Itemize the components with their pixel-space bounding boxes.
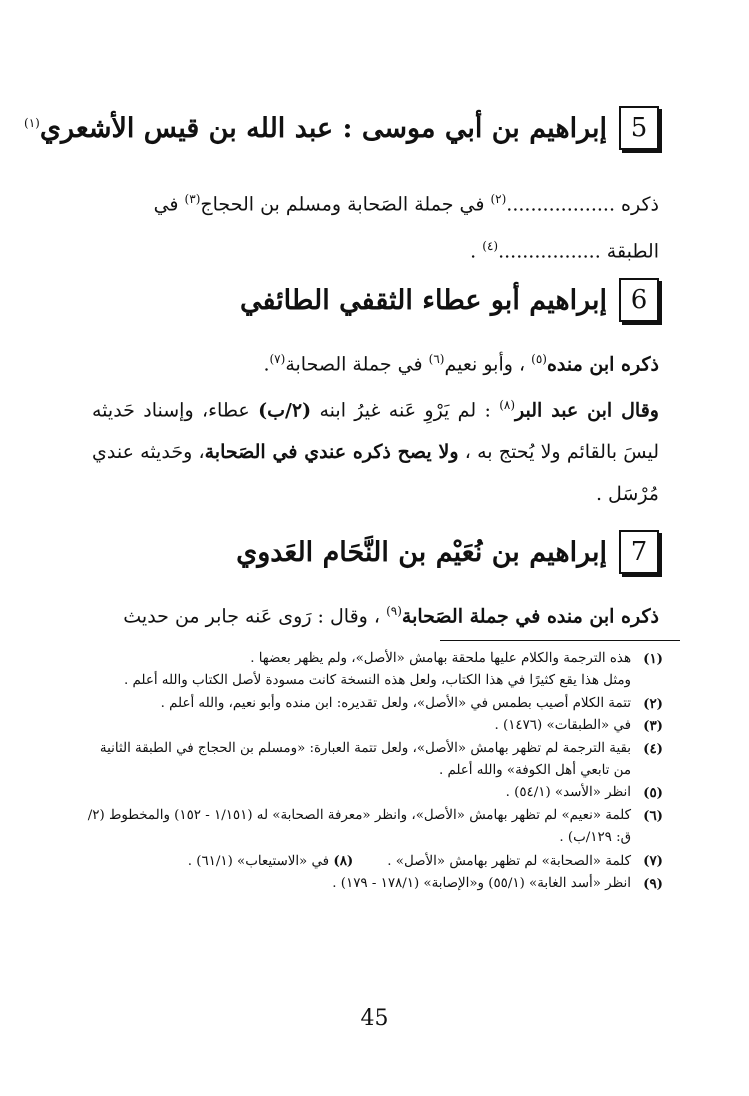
entry-7-text: [92, 590, 659, 637]
entry-number-box: 6: [619, 278, 659, 322]
text-run: عطاء، وإسناد حَديثه ليسَ بالقائم ولا يُحتج به ،: [92, 399, 659, 464]
entry-title: إبراهيم أبو عطاء الثقفي الطائفي: [240, 284, 607, 316]
text-run: ، وحَديثه عندي مُرْسَل .: [92, 441, 659, 506]
footnote-ref[interactable]: (٩): [386, 604, 402, 618]
footnote-text-part: كلمة «الصحابة» لم تظهر بهامش «الأصل» .: [387, 853, 631, 869]
footnote-text: في «الطبقات» (١٤٧٦) .: [494, 718, 631, 734]
text-run: وقال ابن عبد البر: [515, 399, 659, 422]
footnote-text: انظر «الأسد» (٥٤/١) .: [505, 785, 631, 801]
footnote-number: (٩): [643, 876, 663, 893]
footnote-number: (٦): [643, 807, 663, 824]
footnote: [86, 873, 663, 895]
footnote-ref[interactable]: (٦): [428, 352, 445, 366]
footnote: [86, 648, 663, 670]
footnote-text: بقية الترجمة لم تظهر بهامش «الأصل»، ولعل تتمة العبارة: «ومسلم بن الحجاج في الطبقة الثانية من تابعي أهل الكوفة» والله أعلم .: [99, 740, 631, 779]
entry-5-heading: [24, 106, 659, 150]
footnotes: [86, 648, 663, 895]
entry-number-box: 7: [619, 530, 659, 574]
entry-title: إبراهيم بن نُعَيْم بن النَّحَام العَدوي: [236, 536, 607, 568]
footnote-text: ومثل هذا يقع كثيرًا في هذا الكتاب، ولعل هذه النسخة كانت مسودة لأصل الكتاب والله أعلم .: [123, 673, 631, 689]
footnote-number: (٤): [643, 740, 663, 757]
footnote-ref[interactable]: (٣): [184, 192, 201, 206]
footnote-divider: [440, 640, 680, 641]
text-run: .: [263, 353, 270, 376]
footnote-ref[interactable]: (٤): [482, 239, 499, 254]
entry-number-box: 5: [619, 106, 659, 150]
text-run: .: [470, 240, 477, 263]
footnote: [86, 782, 663, 804]
footnote-ref[interactable]: (٥): [531, 352, 547, 366]
text-run: ذكره ابن منده: [546, 353, 659, 376]
footnote: [86, 693, 663, 715]
footnote-text: [86, 850, 631, 873]
footnote-text: انظر «أسد الغابة» (٥٥/١) و«الإصابة» (١٧٨/١ - ١٧٩) .: [332, 876, 631, 892]
entry-5-text: [92, 178, 659, 273]
footnote-number: (٨): [333, 852, 354, 869]
entry-6-quote: [92, 384, 659, 515]
footnote-text: تتمة الكلام أصيب بطمس في «الأصل»، ولعل تقديره: ابن منده وأبو نعيم، والله أعلم .: [160, 695, 631, 711]
footnote-text: هذه الترجمة والكلام عليها ملحقة بهامش «الأصل»، ولم يظهر بعضها .: [250, 651, 631, 666]
text-run: في: [153, 193, 179, 216]
entry-6-text: [92, 338, 659, 385]
footnote-number: [631, 670, 663, 692]
text-run: ذكره ابن منده في جملة الصَحابة: [401, 605, 659, 628]
text-run: في جملة الصحابة: [285, 353, 423, 376]
footnote-ref[interactable]: (٨): [499, 398, 516, 412]
footnote: [86, 850, 663, 873]
text-run: ولا يصح ذكره عندي في الصَحابة: [204, 441, 459, 464]
footnote-ref[interactable]: (٢): [490, 192, 507, 206]
text-run: (٢/ب): [258, 399, 312, 422]
text-run: في جملة الصَحابة ومسلم بن الحجاج: [200, 193, 485, 216]
text-run: ذكره ..................: [506, 193, 659, 216]
footnote-text-part: في «الاستيعاب» (٦١/١) .: [187, 853, 330, 869]
footnote: [86, 670, 663, 692]
footnote-number: (٢): [643, 695, 663, 712]
entry-title: إبراهيم بن أبي موسى : عبد الله بن قيس الأشعري$^{(١)}$: [24, 112, 607, 144]
text-run: ، وأبو نعيم: [444, 353, 526, 376]
footnote-number: (٣): [643, 718, 663, 735]
footnote: [86, 715, 663, 737]
footnote-number: (١): [643, 651, 663, 667]
text-run: : لم يَرْوِ عَنه غيرُ ابنه: [319, 399, 491, 422]
footnote-number: (٧): [643, 852, 663, 869]
entry-7-heading: [236, 530, 659, 574]
footnote-ref[interactable]: (٧): [269, 352, 286, 366]
footnote: [86, 738, 663, 783]
footnote-text: كلمة «نعيم» لم تظهر بهامش «الأصل»، وانظر «معرفة الصحابة» له (١/١٥١ - ١٥٢) والمخطوط (٢/ق: ١٢٩/ب) .: [87, 807, 631, 846]
page-number: 45: [360, 1006, 389, 1031]
entry-6-heading: [240, 278, 659, 322]
footnote: [86, 805, 663, 850]
text-run: الطبقة .................: [498, 240, 659, 263]
footnote-ref[interactable]: (١): [24, 115, 40, 130]
footnote-number: (٥): [643, 785, 663, 802]
text-run: ، وقال : رَوى عَنه جابر من حديث: [123, 605, 381, 628]
